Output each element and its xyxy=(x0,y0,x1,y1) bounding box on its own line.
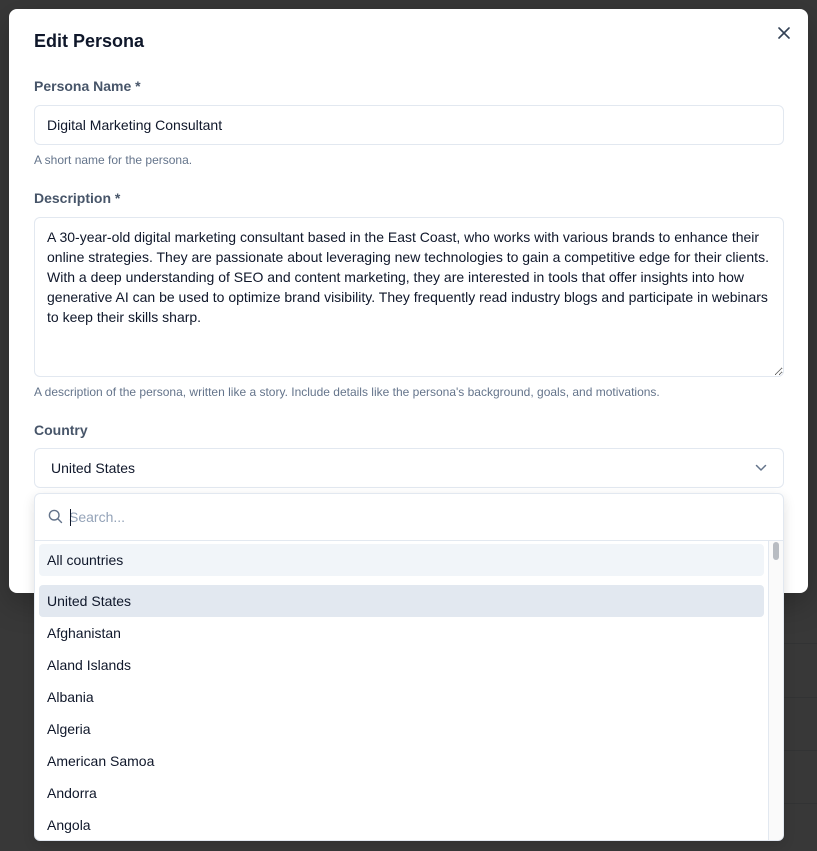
country-options-list[interactable] xyxy=(35,541,768,840)
country-option[interactable]: Albania xyxy=(47,689,94,705)
persona-name-input[interactable] xyxy=(34,105,784,145)
description-label: Description * xyxy=(34,190,121,206)
country-option[interactable]: Afghanistan xyxy=(47,625,121,641)
country-option[interactable]: Andorra xyxy=(47,785,97,801)
dropdown-scrollbar[interactable] xyxy=(768,541,783,840)
country-option[interactable]: Angola xyxy=(47,817,91,833)
close-button[interactable] xyxy=(774,23,794,43)
country-search-input[interactable] xyxy=(69,506,749,528)
option-all-countries[interactable]: All countries xyxy=(39,544,764,576)
country-option[interactable]: Aland Islands xyxy=(47,657,132,673)
dialog-title: Edit Persona xyxy=(34,31,145,51)
persona-name-label: Persona Name * xyxy=(34,78,141,94)
close-icon xyxy=(778,27,790,39)
country-option[interactable]: Algeria xyxy=(47,721,91,737)
dropdown-search-row xyxy=(35,494,783,541)
country-select-value: United States xyxy=(51,460,136,476)
persona-name-help: A short name for the persona. xyxy=(34,153,193,167)
country-select[interactable] xyxy=(34,448,784,488)
description-help: A description of the persona, written like a story. Include details like the persona's background, goals, and motivations. xyxy=(34,385,660,399)
chevron-down-icon xyxy=(755,464,767,472)
country-option[interactable]: American Samoa xyxy=(47,753,155,769)
description-textarea[interactable] xyxy=(34,217,784,377)
scrollbar-thumb[interactable] xyxy=(773,542,779,560)
country-option[interactable]: United States xyxy=(39,585,764,617)
search-icon xyxy=(48,509,63,524)
text-cursor xyxy=(70,509,71,526)
country-dropdown xyxy=(34,493,784,841)
country-label: Country xyxy=(34,422,88,438)
